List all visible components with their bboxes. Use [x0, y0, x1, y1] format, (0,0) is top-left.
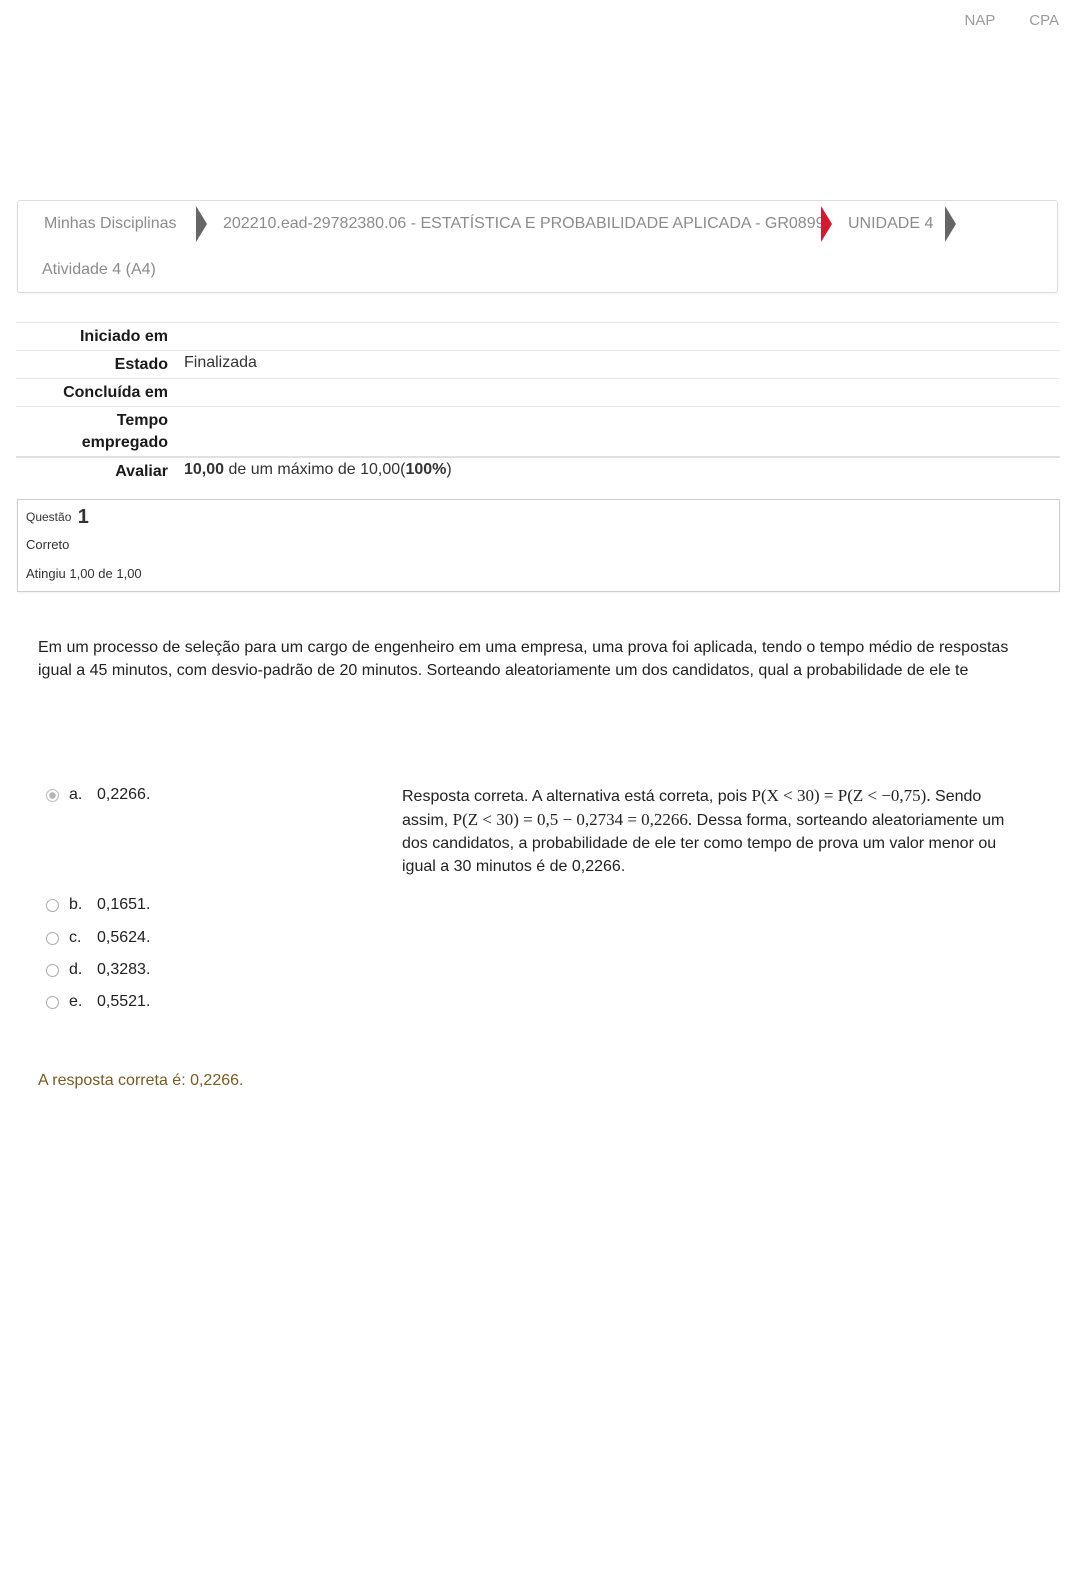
- grade-value: [168, 458, 452, 485]
- radio-checked-icon[interactable]: [46, 789, 59, 802]
- right-answer: A resposta correta é: 0,2266.: [38, 1072, 244, 1089]
- started-value: [168, 323, 184, 350]
- grade-score: 10,00: [184, 461, 225, 478]
- breadcrumb-course[interactable]: 202210.ead-29782380.06 - ESTATÍSTICA E PROBABILIDADE APLICADA - GR0899: [223, 215, 825, 232]
- time-label-line2: empregado: [81, 434, 168, 451]
- nap-link[interactable]: NAP: [964, 12, 996, 29]
- state-label: Estado: [114, 356, 168, 373]
- option-text: 0,1651.: [97, 896, 151, 913]
- question-number-value: 1: [77, 506, 89, 528]
- answer-feedback: [402, 784, 1017, 878]
- option-letter: b.: [69, 896, 83, 913]
- grade-label: Avaliar: [115, 463, 168, 480]
- option-d[interactable]: [46, 961, 150, 979]
- option-c[interactable]: [46, 929, 150, 947]
- started-label: Iniciado em: [79, 328, 168, 345]
- option-b[interactable]: [46, 896, 150, 914]
- summary-row-time: [16, 406, 1060, 456]
- question-grade: Atingiu 1,00 de 1,00: [26, 566, 142, 581]
- grade-end: ): [446, 461, 452, 478]
- time-label: [16, 407, 168, 456]
- radio-icon[interactable]: [46, 996, 59, 1009]
- feedback-part1: Resposta correta. A alternativa está correta, pois: [402, 788, 752, 805]
- summary-row-started: [16, 322, 1060, 350]
- option-text: 0,3283.: [97, 961, 151, 978]
- cpa-link[interactable]: CPA: [1029, 12, 1059, 29]
- time-value: [168, 407, 184, 456]
- summary-row-grade: [16, 456, 1060, 485]
- attempt-summary: [16, 322, 1060, 485]
- radio-icon[interactable]: [46, 899, 59, 912]
- question-label: Questão: [26, 510, 72, 524]
- feedback-formula-1: P(X < 30) = P(Z < −0,75).: [751, 786, 931, 805]
- question-number: [26, 506, 89, 529]
- option-text: 0,5521.: [97, 993, 151, 1010]
- feedback-part2: Sendo assim,: [402, 788, 982, 829]
- option-text: 0,5624.: [97, 929, 151, 946]
- breadcrumb-minhas-disciplinas[interactable]: Minhas Disciplinas: [44, 215, 177, 232]
- radio-icon[interactable]: [46, 964, 59, 977]
- breadcrumb-unit[interactable]: UNIDADE 4: [848, 215, 934, 232]
- option-text: 0,2266.: [97, 786, 151, 803]
- feedback-part3: Dessa forma, sorteando aleatoriamente um dos candidatos, a probabilidade de ele ter como tempo de prova um valor menor ou igual a 30 minutos é de 0,2266.: [402, 812, 1005, 875]
- option-a[interactable]: [46, 786, 150, 804]
- grade-percent: 100%: [405, 461, 447, 478]
- top-links: [935, 12, 1059, 29]
- summary-row-state: [16, 350, 1060, 378]
- time-label-line1: Tempo: [116, 412, 168, 429]
- option-letter: d.: [69, 961, 83, 978]
- breadcrumb: [17, 200, 1058, 293]
- breadcrumb-separator-icon: [821, 206, 832, 242]
- question-info: [17, 499, 1060, 592]
- completed-value: [168, 379, 184, 406]
- feedback-formula-2: P(Z < 30) = 0,5 − 0,2734 = 0,2266.: [452, 810, 693, 829]
- question-status: Correto: [26, 537, 70, 552]
- question-text: Em um processo de seleção para um cargo de engenheiro em uma empresa, uma prova foi aplicada, tendo o tempo médio de respostas igual a 45 minutos, com desvio-padrão de 20 minutos. Sorteando aleatoriamente um dos candidatos, qual a probabilidade de ele te: [38, 639, 1009, 679]
- breadcrumb-activity[interactable]: Atividade 4 (A4): [42, 261, 156, 278]
- option-letter: c.: [69, 929, 82, 946]
- completed-label: Concluída em: [63, 384, 168, 401]
- radio-icon[interactable]: [46, 932, 59, 945]
- option-letter: a.: [69, 786, 83, 803]
- summary-row-completed: [16, 378, 1060, 406]
- grade-mid: de um máximo de 10,00(: [224, 461, 406, 478]
- breadcrumb-separator-icon: [945, 206, 956, 242]
- option-e[interactable]: [46, 993, 150, 1011]
- option-letter: e.: [69, 993, 83, 1010]
- breadcrumb-separator-icon: [196, 206, 207, 242]
- state-value: Finalizada: [184, 354, 257, 371]
